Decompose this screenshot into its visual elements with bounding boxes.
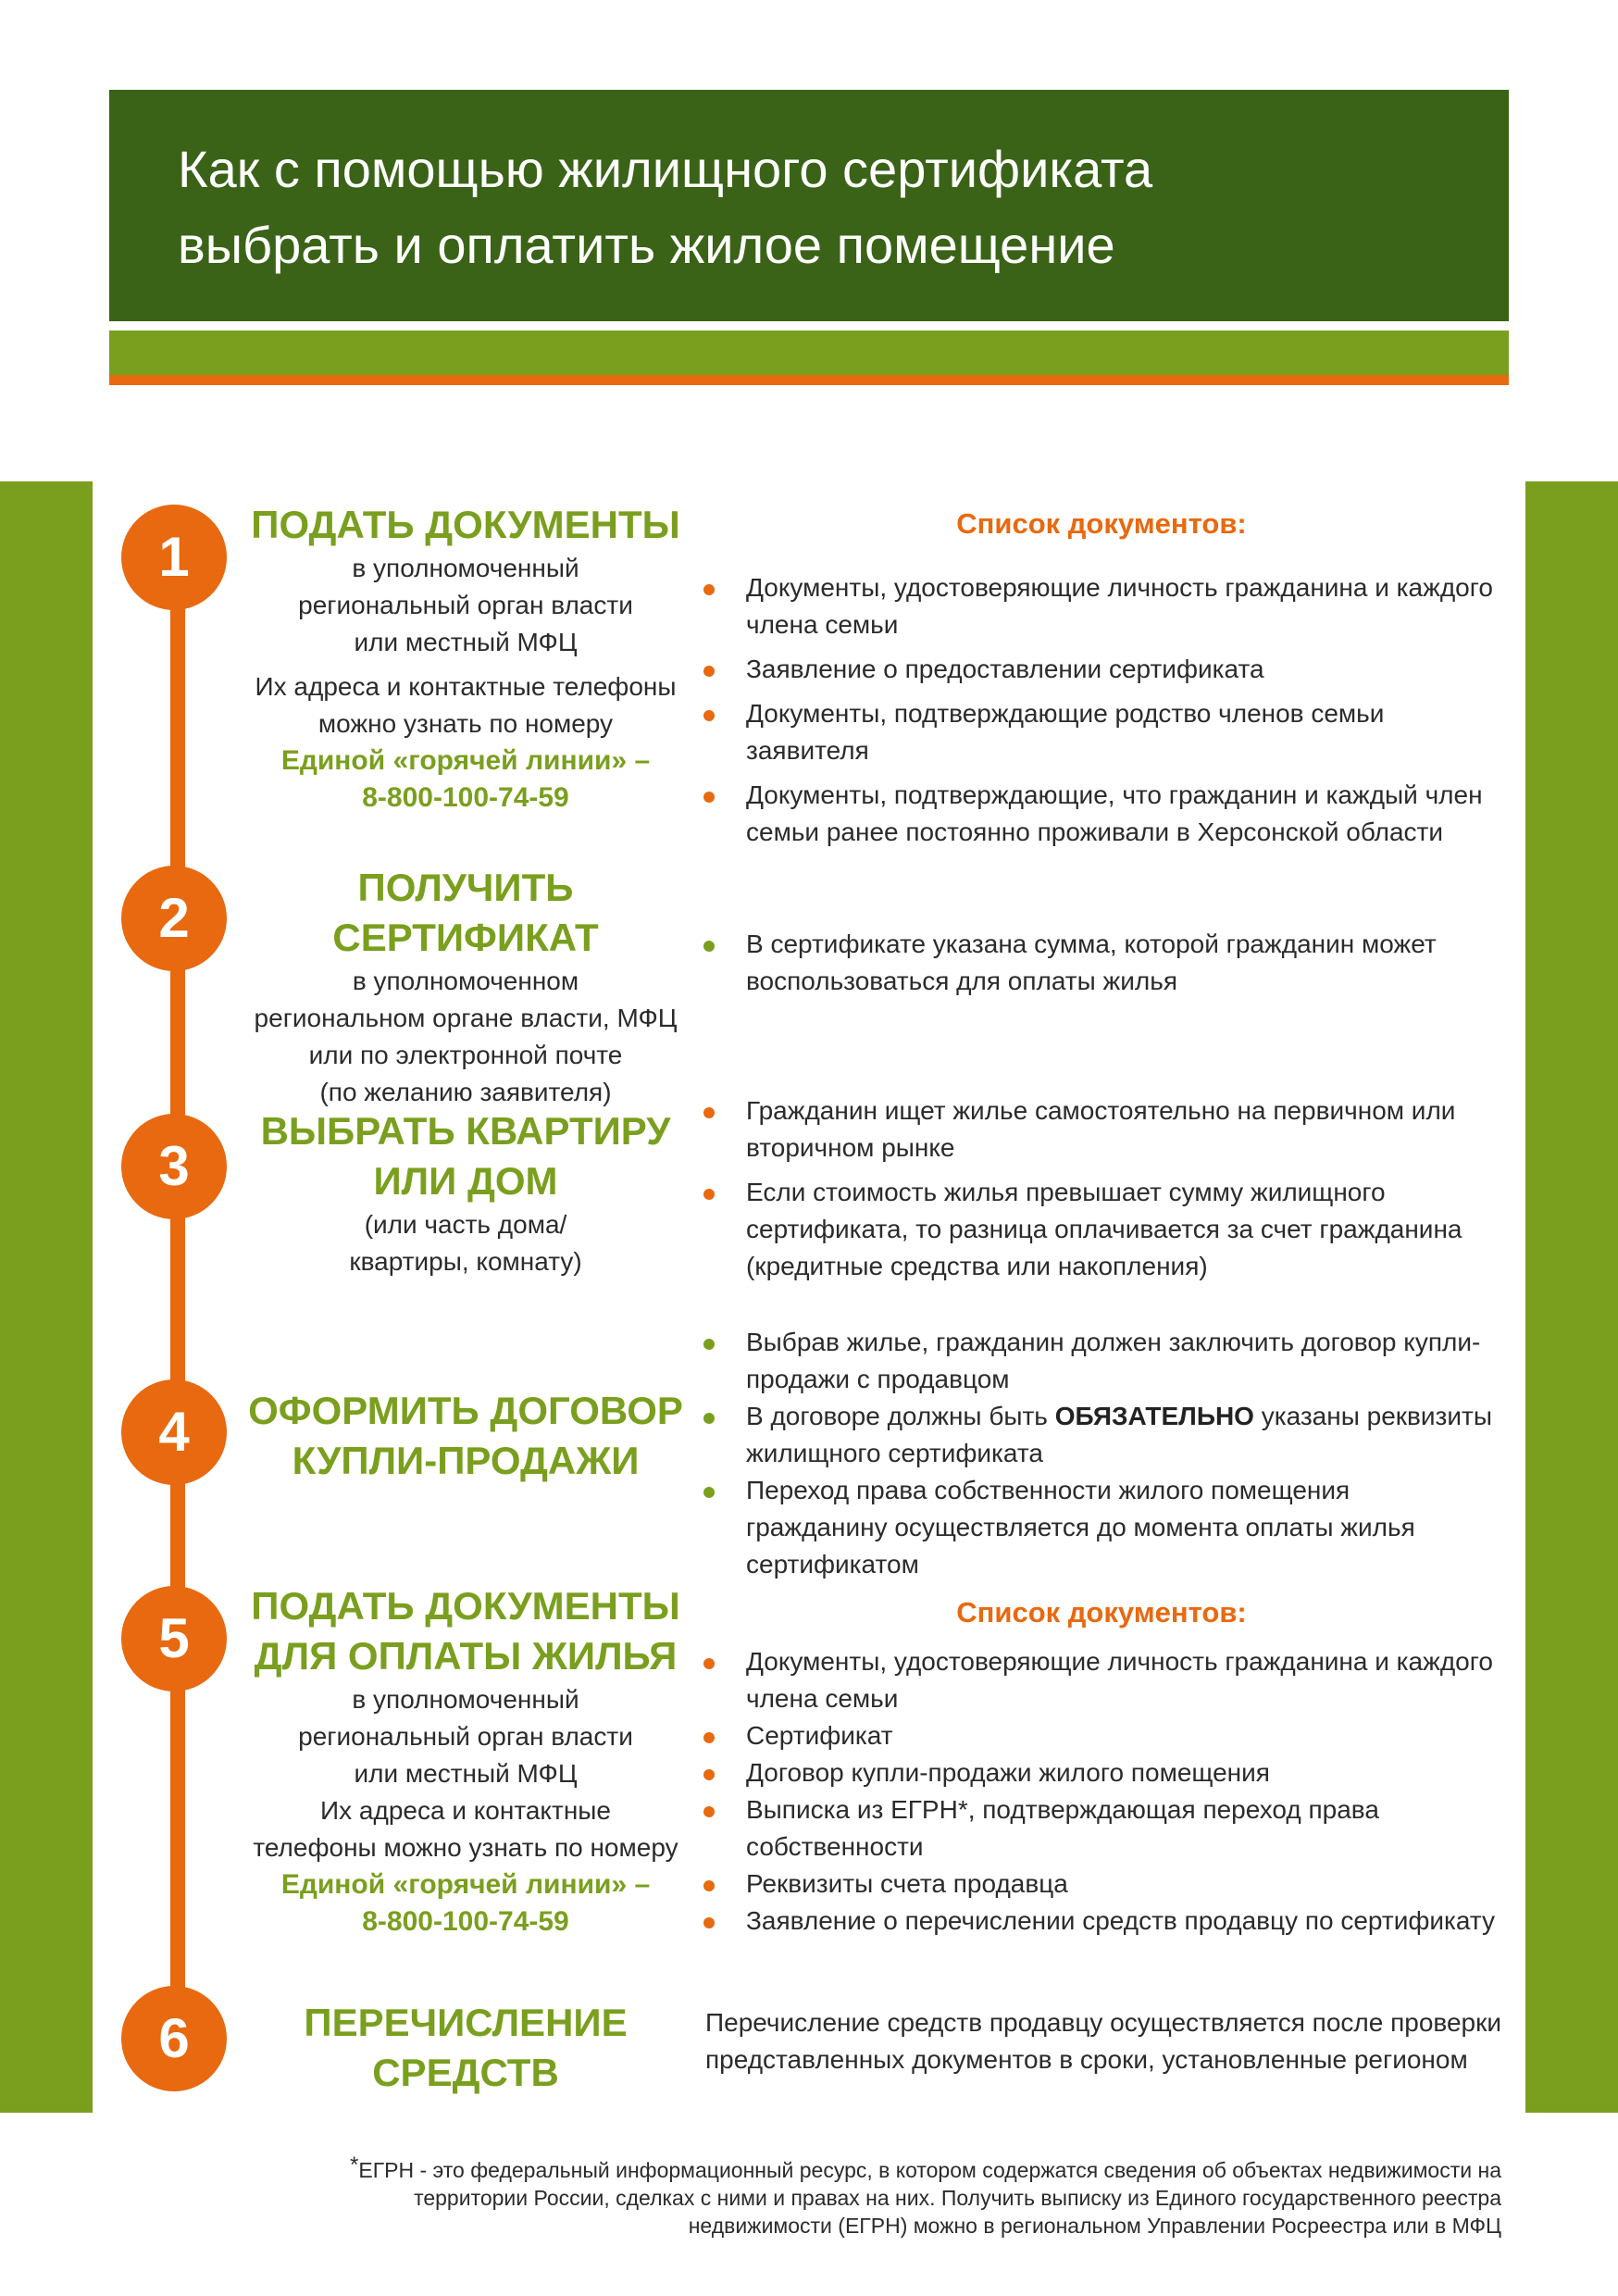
step-1-title: ПОДАТЬ ДОКУМЕНТЫ: [251, 503, 680, 546]
step-3-info: [241, 1106, 691, 1280]
footnote-line-1-text: ЕГРН - это федеральный информационный ресурс, в котором содержатся сведения об объектах недвижимости на: [358, 2158, 1501, 2182]
step-2-title: ПОЛУЧИТЬ СЕРТИФИКАТ: [332, 866, 599, 959]
header-banner: [109, 90, 1509, 321]
step-3-desc-1: (или часть дома/: [364, 1210, 567, 1239]
list-item: В сертификате указана сумма, которой гражданин может воспользоваться для оплаты жилья: [700, 926, 1496, 1000]
step-5-desc-5: телефоны можно узнать по номеру: [253, 1833, 678, 1862]
step-5-desc-1: в уполномоченный: [352, 1685, 579, 1714]
step-6-text: [705, 2004, 1501, 2078]
step-4-notes: [700, 1324, 1496, 1583]
step-6-text-line-2: представленных документов в сроки, установленные регионом: [705, 2045, 1468, 2074]
step-1-desc-1: в уполномоченный: [352, 554, 579, 582]
list-item: Документы, подтверждающие, что гражданин и каждый член семьи ранее постоянно проживали в Херсонской области: [700, 777, 1496, 851]
step-6-title-1: ПЕРЕЧИСЛЕНИЕ: [304, 2001, 628, 2044]
step-6-number: 6: [121, 1986, 227, 2091]
step-2-notes: [700, 926, 1496, 1000]
step-1-document-list: [700, 569, 1496, 858]
step-2-desc-1: в уполномоченном: [352, 967, 579, 995]
step-4-title-2: КУПЛИ-ПРОДАЖИ: [292, 1439, 640, 1482]
list-item: Выписка из ЕГРН*, подтверждающая переход права собственности: [700, 1791, 1496, 1866]
step-3-number: 3: [121, 1114, 227, 1219]
step-4-info: [241, 1386, 691, 1486]
step-5-number: 5: [121, 1586, 227, 1691]
step-5-hotline-label: Единой «горячей линии» –: [280, 1869, 651, 1900]
step-5-desc-4: Их адреса и контактные: [320, 1796, 611, 1825]
right-side-bar: [1525, 481, 1618, 2113]
step-1-hotline-label: Единой «горячей линии» –: [280, 745, 651, 776]
page-title-line-1: Как с помощью жилищного сертификата: [178, 140, 1153, 198]
page-title-line-2: выбрать и оплатить жилое помещение: [178, 216, 1115, 274]
list-item-text-before: В договоре должны быть: [746, 1402, 1055, 1430]
list-item: Документы, удостоверяющие личность гражданина и каждого члена семьи: [700, 569, 1496, 643]
timeline-line: [170, 537, 185, 2028]
step-1-hotline-phone: 8-800-100-74-59: [362, 782, 569, 813]
page-title: [178, 131, 1152, 283]
list-item: Договор купли-продажи жилого помещения: [700, 1754, 1496, 1791]
step-5-document-list: [700, 1643, 1496, 1940]
step-1-contacts-1: Их адреса и контактные телефоны: [255, 672, 677, 701]
step-6-info: [241, 1998, 691, 2098]
list-item-emphasis: ОБЯЗАТЕЛЬНО: [1054, 1402, 1254, 1430]
footnote-star: *: [350, 2152, 359, 2177]
footnote-line-3: недвижимости (ЕГРН) можно в региональном Управлении Росреестра или в МФЦ: [688, 2214, 1501, 2238]
list-item: Документы, подтверждающие родство членов семьи заявителя: [700, 695, 1496, 769]
step-3-title-1: ВЫБРАТЬ КВАРТИРУ: [260, 1109, 671, 1153]
step-2-number: 2: [121, 866, 227, 971]
step-5-info: [241, 1581, 691, 1940]
step-4-number: 4: [121, 1379, 227, 1485]
step-6-title-2: СРЕДСТВ: [372, 2051, 559, 2094]
footnote-line-2: территории России, сделках с ними и правах на них. Получить выписку из Единого государственного реестра: [414, 2186, 1501, 2210]
step-1-info: [241, 500, 691, 817]
step-2-desc-4: (по желанию заявителя): [319, 1078, 612, 1106]
header-stripe-orange: [109, 375, 1509, 385]
step-3-title-2: ИЛИ ДОМ: [373, 1159, 558, 1203]
list-item: Переход права собственности жилого помещения гражданину осуществляется до момента оплаты жилья сертификатом: [700, 1472, 1496, 1583]
list-item: Сертификат: [700, 1717, 1496, 1754]
list-item: [700, 1398, 1496, 1472]
left-side-bar: [0, 481, 93, 2113]
step-1-desc-3: или местный МФЦ: [354, 628, 578, 656]
step-1-desc-2: региональный орган власти: [298, 591, 633, 619]
list-item: Реквизиты счета продавца: [700, 1866, 1496, 1903]
list-item-text-after: указаны реквизиты жилищного сертификата: [746, 1402, 1492, 1467]
step-1-number: 1: [121, 505, 227, 610]
step-2-info: [241, 863, 691, 1111]
step-3-notes: [700, 1092, 1496, 1292]
step-3-desc-2: квартиры, комнату): [349, 1247, 582, 1276]
list-item: Гражданин ищет жилье самостоятельно на первичном или вторичном рынке: [700, 1092, 1496, 1167]
step-5-desc-2: региональный орган власти: [298, 1722, 633, 1751]
step-2-desc-2: региональном органе власти, МФЦ: [254, 1004, 678, 1032]
step-5-title-2: ДЛЯ ОПЛАТЫ ЖИЛЬЯ: [254, 1634, 678, 1678]
step-6-text-line-1: Перечисление средств продавцу осуществляется после проверки: [705, 2008, 1501, 2037]
list-item: Заявление о перечислении средств продавцу по сертификату: [700, 1903, 1496, 1940]
list-item: Если стоимость жилья превышает сумму жилищного сертификата, то разница оплачивается за счет гражданина (кредитные средства или накопления): [700, 1174, 1496, 1285]
step-1-list-heading: Список документов:: [956, 507, 1247, 540]
step-4-title-1: ОФОРМИТЬ ДОГОВОР: [248, 1389, 683, 1432]
header-stripe-green: [109, 331, 1509, 375]
footnote: [241, 2152, 1501, 2240]
list-item: Заявление о предоставлении сертификата: [700, 651, 1496, 688]
step-1-contacts-2: можно узнать по номеру: [317, 709, 614, 738]
step-5-title-1: ПОДАТЬ ДОКУМЕНТЫ: [251, 1584, 680, 1628]
list-item: Документы, удостоверяющие личность гражданина и каждого члена семьи: [700, 1643, 1496, 1717]
step-2-desc-3: или по электронной почте: [308, 1041, 623, 1069]
step-5-list-heading: Список документов:: [956, 1596, 1247, 1628]
step-5-hotline-phone: 8-800-100-74-59: [362, 1906, 569, 1937]
list-item: Выбрав жилье, гражданин должен заключить договор купли-продажи с продавцом: [700, 1324, 1496, 1398]
footnote-line-1: [241, 2152, 1501, 2184]
step-5-desc-3: или местный МФЦ: [354, 1759, 578, 1788]
